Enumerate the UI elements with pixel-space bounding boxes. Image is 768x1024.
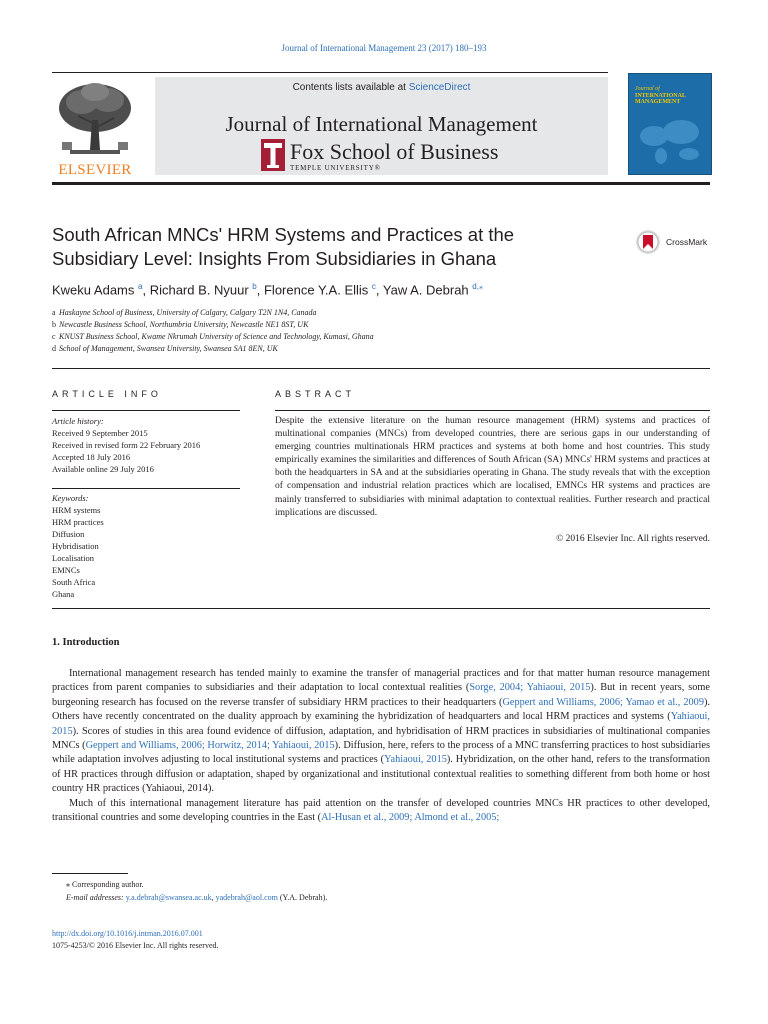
email-suffix: (Y.A. Debrah). xyxy=(277,893,328,902)
email-label: E-mail addresses: xyxy=(66,893,126,902)
journal-reference-link[interactable]: Journal of International Management 23 (2017) 180–193 xyxy=(281,43,487,53)
affiliation-item xyxy=(52,331,374,343)
keyword-item: HRM practices xyxy=(52,517,104,527)
author-name: Florence Y.A. Ellis xyxy=(263,282,369,298)
history-item: Received in revised form 22 February 2016 xyxy=(52,440,201,450)
affiliation-mark: b xyxy=(52,320,56,329)
email-separator: , xyxy=(211,893,216,902)
article-info-heading: ARTICLE INFO xyxy=(52,389,162,399)
contents-prefix: Contents lists available at xyxy=(292,82,409,93)
journal-cover xyxy=(628,73,712,175)
header-rule xyxy=(52,182,710,185)
affiliation-mark: a xyxy=(52,308,56,317)
keyword-item: EMNCs xyxy=(52,565,80,575)
keyword-item: Hybridisation xyxy=(52,541,99,551)
history-item: Accepted 18 July 2016 xyxy=(52,452,131,462)
doi-block xyxy=(52,928,219,952)
citation-link[interactable]: Sorge, 2004; Yahiaoui, 2015 xyxy=(469,682,591,694)
body-text xyxy=(52,667,710,825)
contents-line xyxy=(155,82,608,93)
crossmark-label: CrossMark xyxy=(666,237,708,247)
keyword-item: Ghana xyxy=(52,589,75,599)
elsevier-tree-icon xyxy=(52,80,138,158)
keywords-list xyxy=(52,492,104,600)
citation-link[interactable]: Yahiaoui, 2015 xyxy=(384,754,447,766)
body-paragraph xyxy=(52,797,710,826)
top-rule xyxy=(52,72,608,73)
keywords-heading: Keywords: xyxy=(52,493,89,503)
fox-school-logo xyxy=(261,139,498,175)
author-separator: , xyxy=(142,282,150,298)
affiliation-text: Haskayne School of Business, University of Calgary, Calgary T2N 1N4, Canada xyxy=(59,308,317,317)
keyword-item: HRM systems xyxy=(52,505,101,515)
affiliation-item xyxy=(52,307,374,319)
paragraph-text: Much of this international management literature has paid attention on the transfer of developed countries MNCs HR practices to other developed, transitional countries and some developing countries in the East ( xyxy=(52,797,710,824)
citation-link[interactable]: Geppert and Williams, 2006; Yamao et al., 2009 xyxy=(502,696,704,708)
cover-line: MANAGEMENT xyxy=(635,99,681,105)
email-link[interactable]: yadebrah@aol.com xyxy=(215,893,278,902)
footnotes xyxy=(52,878,327,904)
paper-title xyxy=(52,223,592,271)
paragraph-text: ). Diffusion, here, refers to the process of a MNC transferring practices to host subsidiaries while adaptation involves adjusting to local institutional systems and practices ( xyxy=(52,740,710,766)
title-line: South African MNCs' HRM Systems and Practices at the xyxy=(52,224,515,245)
affiliation-text: Newcastle Business School, Northumbria University, Newcastle NE1 8ST, UK xyxy=(59,320,309,329)
abstract-rule xyxy=(275,410,710,411)
affiliation-link[interactable]: c xyxy=(371,282,376,291)
paragraph-text: ). But in recent years, some burgeoning research has focused on the reverse transfer of subsidiary HRM practices to their headquarters ( xyxy=(52,682,710,708)
author-name: Yaw A. Debrah xyxy=(382,282,469,298)
author-name: Kweku Adams xyxy=(52,282,135,298)
history-heading: Article history: xyxy=(52,416,104,426)
affiliation-mark: d xyxy=(52,344,56,353)
citation-link[interactable]: Al-Husan et al., 2009; Almond et al., 2005; xyxy=(321,812,500,824)
body-paragraph xyxy=(52,667,710,797)
citation-link[interactable]: Yahiaoui, 2015 xyxy=(52,711,710,737)
article-history xyxy=(52,415,200,475)
author-list xyxy=(52,282,483,297)
abstract-copyright: © 2016 Elsevier Inc. All rights reserved. xyxy=(556,534,710,544)
cover-line: Journal of xyxy=(635,86,660,92)
elsevier-wordmark: ELSEVIER xyxy=(58,162,132,178)
email-link[interactable]: y.a.debrah@swansea.ac.uk xyxy=(125,893,212,902)
abstract-heading: ABSTRACT xyxy=(275,389,356,399)
section-rule xyxy=(52,368,710,369)
issn-line: 1075-4253/© 2016 Elsevier Inc. All rights reserved. xyxy=(52,941,219,950)
author-name: Richard B. Nyuur xyxy=(149,282,249,298)
history-item: Received 9 September 2015 xyxy=(52,428,148,438)
info-rule xyxy=(52,410,240,411)
author-separator: , xyxy=(375,282,383,298)
doi-link[interactable]: http://dx.doi.org/10.1016/j.intman.2016.07.001 xyxy=(52,929,203,938)
title-line: Subsidiary Level: Insights From Subsidiaries in Ghana xyxy=(52,248,497,269)
author-separator: , xyxy=(256,282,264,298)
affiliation-item xyxy=(52,343,374,355)
keyword-item: Diffusion xyxy=(52,529,85,539)
corresponding-author-note: ⁎ Corresponding author. xyxy=(66,880,144,889)
section-rule xyxy=(52,608,710,609)
affiliation-item xyxy=(52,319,374,331)
introduction-heading: 1. Introduction xyxy=(52,637,120,648)
footnote-rule xyxy=(52,873,128,874)
keyword-item: South Africa xyxy=(52,577,96,587)
paragraph-text: ). Hybridization, on the other hand, refers to the transformation of HR practices through diffusion or adaptation, shaped by organizational and institutional contextual realities to something different from both home or host country HR practices (Yahiaoui, 2014). xyxy=(52,754,710,795)
crossmark-button[interactable] xyxy=(633,229,707,255)
info-rule xyxy=(52,488,240,489)
abstract-text: Despite the extensive literature on the human resource management (HRM) systems and practices of multinational companies (MNCs) from developed countries, there are serious gaps in our understanding of emerging countries multinationals HRM practices and systems at both home and host countries. This study empirically examines the similarities and differences of South African (SA) MNCs' HRM systems and practices at both the headquarters in SA and at the subsidiaries operating in Ghana. The study reveals that with the exception of compensation and industrial relation practices which are localised, EMNCs HR systems and practices are mainly transferred to subsidiaries with minimal adaptation to contextual realities. Further research and practical implications are discussed. xyxy=(275,416,710,518)
email-note xyxy=(66,891,327,904)
journal-title: Journal of International Management xyxy=(225,112,538,136)
affiliation-mark: c xyxy=(52,332,56,341)
affiliation-list xyxy=(52,307,374,355)
affiliation-link[interactable]: a xyxy=(138,282,143,291)
crossmark-icon xyxy=(633,229,663,255)
temple-t-icon xyxy=(261,139,285,171)
cover-title xyxy=(635,86,686,106)
affiliation-text: School of Management, Swansea University, Swansea SA1 8EN, UK xyxy=(59,344,278,353)
elsevier-logo xyxy=(52,80,138,178)
affiliation-text: KNUST Business School, Kwame Nkrumah University of Science and Technology, Kumasi, Ghana xyxy=(59,332,374,341)
fox-school-name: Fox School of Business xyxy=(290,139,499,164)
sciencedirect-link[interactable]: ScienceDirect xyxy=(408,82,471,93)
paragraph-text: International management research has tended mainly to examine the transfer of managerial practices and for that matter human resource management practices from parent companies to subsidiaries and their adaptation to local contextual realities ( xyxy=(52,668,710,694)
journal-banner xyxy=(155,77,608,175)
affiliation-link[interactable]: d,⁎ xyxy=(472,282,483,291)
cover-line: INTERNATIONAL xyxy=(635,92,686,99)
paragraph-text: ). Scores of studies in this area found evidence of diffusion, adaptation, and hybridisation of HRM practices in subsidiaries of multinational companies MNCs ( xyxy=(52,725,710,752)
history-item: Available online 29 July 2016 xyxy=(52,464,154,474)
temple-university-label: TEMPLE UNIVERSITY® xyxy=(290,164,381,172)
citation-link[interactable]: Geppert and Williams, 2006; Horwitz, 2014; Yahiaoui, 2015 xyxy=(85,740,335,752)
keyword-item: Localisation xyxy=(52,553,95,563)
affiliation-link[interactable]: b xyxy=(252,282,257,291)
paragraph-text: ). Others have recently concentrated on the duality approach by examining the hybridization of headquarters and local HRM practices and systems ( xyxy=(52,696,710,723)
